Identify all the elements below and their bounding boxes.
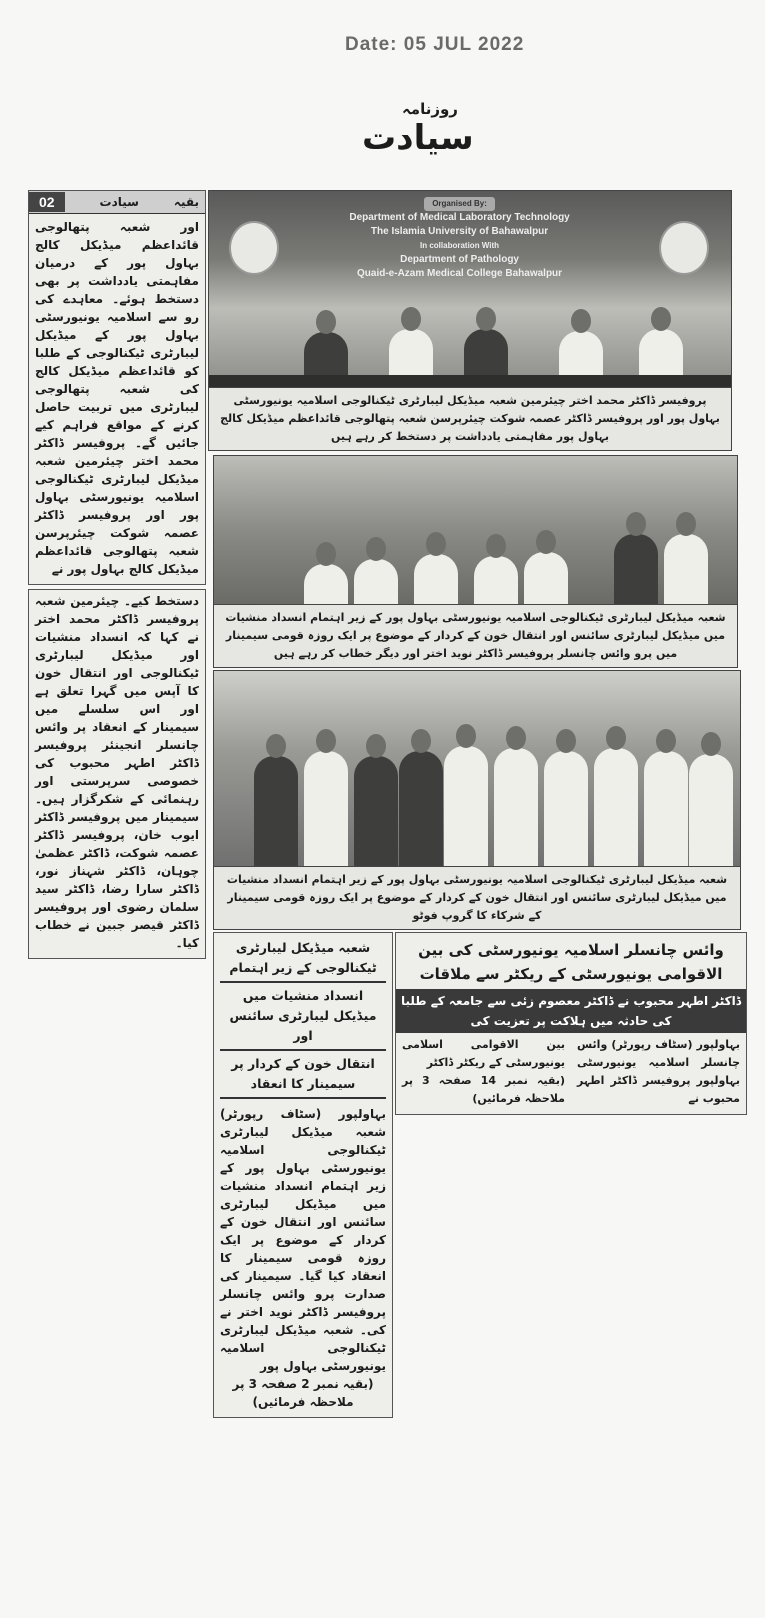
photo-seminar-audience	[213, 455, 738, 668]
photo-caption: پروفیسر ڈاکٹر محمد اختر چیئرمین شعبہ میڈیکل لیبارٹری ٹیکنالوجی اسلامیہ یونیورسٹی بہاول پور اور پروفیسر ڈاکٹر عصمہ شوکت چیئرپرسن شعبہ پتھالوجی قائداعظم میڈیکل کالج بہاول پور مفاہمتی یادداشت پر دستخط کر رہے ہیں	[209, 387, 731, 450]
masthead-daily: روزنامہ	[402, 100, 458, 118]
photo-group	[213, 670, 741, 930]
continuation-header	[29, 191, 205, 214]
photo-image	[209, 191, 731, 387]
article-headline: وائس چانسلر اسلامیہ یونیورسٹی کی بین الاقوامی یونیورسٹی کے ریکٹر سے ملاقات	[418, 941, 724, 983]
masthead-logo: سیادت	[362, 118, 474, 158]
article-vc-meeting	[395, 932, 747, 1115]
bottom-articles	[213, 932, 748, 1418]
photo-image	[214, 671, 740, 866]
event-banner	[313, 197, 605, 281]
article-headline: شعبہ میڈیکل لیبارٹری ٹیکنالوجی کے زیر اہتمام	[220, 935, 386, 983]
continued-note: (بقیہ نمبر 14 صفحہ 3 پر ملاحظہ فرمائیں)	[402, 1074, 565, 1105]
article-headline: انتقال خون کے کردار پر سیمینار کا انعقاد	[220, 1051, 386, 1099]
article-body: بہاولپور (سٹاف رپورٹر) وائس چانسلر اسلامیہ یونیورسٹی بہاولپور پروفیسر ڈاکٹر اطہر محبوب نے	[577, 1038, 740, 1105]
college-seal-icon	[659, 221, 709, 275]
page-badge: 02	[29, 192, 65, 212]
banner-line: Organised By:	[424, 197, 495, 211]
continuation-label: بقیہ	[173, 195, 199, 209]
university-seal-icon	[229, 221, 279, 275]
article-seminar	[213, 932, 393, 1418]
banner-line: Department of Medical Laboratory Technology	[349, 212, 570, 223]
clipping-layout	[0, 190, 765, 1618]
date-stamp: Date: 05 JUL 2022	[345, 34, 525, 55]
left-column	[28, 190, 206, 959]
continuation-text-2: دستخط کیے۔ چیئرمین شعبہ پروفیسر ڈاکٹر محمد اختر نے کہا کہ انسداد منشیات اور میڈیکل لیبارٹری ٹیکنالوجی اور انتقال خون کا آپس میں گہرا تعلق ہے اور اس سلسلے میں سیمینار کے انعقاد پر وائس چانسلر انجینئر پروفیسر ڈاکٹر اطہر محبوب کی خصوصی سرپرستی اور رہنمائی کے شکرگزار ہیں۔ سیمینار میں پروفیسر ڈاکٹر ایوب خان، پروفیسر ڈاکٹر عصمہ شوکت، ڈاکٹر عظمیٰ چوہان، ڈاکٹر شہناز نور، ڈاکٹر سارا رضا، ڈاکٹر سید سلمان رضوی اور پروفیسر ڈاکٹر قیصر جبین نے خطاب کیا۔	[35, 594, 199, 950]
photo-mou-signing	[208, 190, 732, 451]
banner-line: The Islamia University of Bahawalpur	[370, 226, 549, 237]
article-body: بین الاقوامی اسلامی یونیورسٹی کے ریکٹر ڈاکٹر	[402, 1038, 565, 1069]
banner-line: In collaboration With	[420, 241, 500, 250]
right-column	[208, 190, 748, 1418]
photo-image	[214, 456, 737, 604]
article-subheadline: ڈاکٹر اطہر محبوب نے ڈاکٹر معصوم زئی سے جامعہ کے طلبا کی حادثہ میں ہلاکت پر تعزیت کی	[396, 989, 746, 1033]
continuation-column-bottom	[28, 589, 206, 959]
continuation-column-top	[28, 190, 206, 585]
photo-caption: شعبہ میڈیکل لیبارٹری ٹیکنالوجی اسلامیہ یونیورسٹی بہاول پور کے زیر اہتمام انسداد منشیات میں میڈیکل لیبارٹری سائنس اور انتقال خون کے کردار کے موضوع پر ایک روزہ قومی سیمینار میں پرو وائس چانسلر پروفیسر ڈاکٹر نوید اختر اور دیگر خطاب کر رہے ہیں	[214, 604, 737, 667]
continued-note: (بقیہ نمبر 2 صفحہ 3 پر ملاحظہ فرمائیں)	[232, 1377, 374, 1409]
article-headline: انسداد منشیات میں میڈیکل لیبارٹری سائنس اور	[220, 983, 386, 1051]
continuation-text-1: اور شعبہ پتھالوجی قائداعظم میڈیکل کالج بہاول پور کے درمیان مفاہمتی یادداشت پر بھی دستخط ہوئے۔ معاہدے کی رو سے اسلامیہ یونیورسٹی بہاول پور کے میڈیکل لیبارٹری ٹیکنالوجی کے طلبا کو قائداعظم میڈیکل کالج کی شعبہ پتھالوجی لیبارٹری میں تربیت حاصل کرنے کے مواقع فراہم کیے جائیں گے۔ پروفیسر ڈاکٹر محمد اختر چیئرمین شعبہ میڈیکل لیبارٹری ٹیکنالوجی اسلامیہ یونیورسٹی بہاول پور اور پروفیسر ڈاکٹر عصمہ شوکت چیئرپرسن شعبہ پتھالوجی قائداعظم میڈیکل کالج بہاول پور نے	[35, 220, 199, 576]
banner-line: Department of Pathology	[400, 254, 519, 265]
banner-line: Quaid-e-Azam Medical College Bahawalpur	[357, 268, 563, 279]
photo-caption: شعبہ میڈیکل لیبارٹری ٹیکنالوجی اسلامیہ یونیورسٹی بہاول پور کے زیر اہتمام انسداد منشیات میں میڈیکل لیبارٹری سائنس اور انتقال خون کے کردار کے موضوع پر ایک روزہ قومی سیمینار کے شرکاء کا گروپ فوٹو	[214, 866, 740, 929]
paper-name: سیادت	[99, 195, 139, 209]
article-body: بہاولپور (سٹاف رپورٹر) شعبہ میڈیکل لیبارٹری ٹیکنالوجی اسلامیہ یونیورسٹی بہاول پور کے زیر اہتمام انسداد منشیات میں میڈیکل لیبارٹری سائنس اور انتقال خون کے کردار کے موضوع پر ایک روزہ قومی سیمینار کا انعقاد کیا گیا۔ سیمینار کی صدارت پرو وائس چانسلر پروفیسر ڈاکٹر نوید اختر نے کی۔ شعبہ میڈیکل لیبارٹری ٹیکنالوجی اسلامیہ یونیورسٹی بہاول پور	[220, 1107, 386, 1373]
